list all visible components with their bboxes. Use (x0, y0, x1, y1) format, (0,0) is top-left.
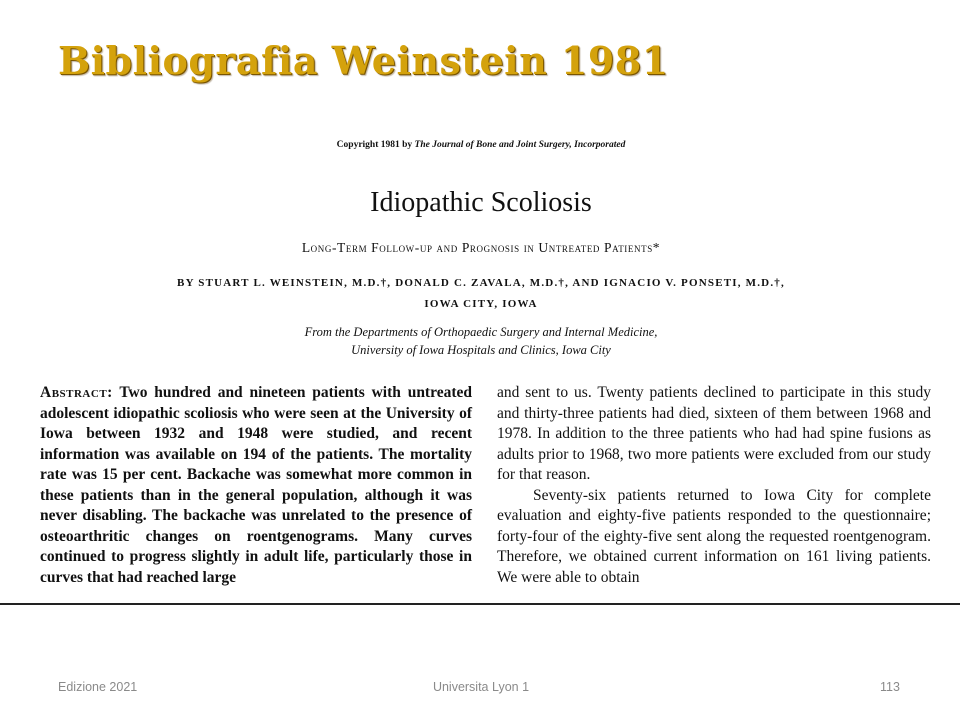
body-column (497, 383, 931, 588)
authors-line-1: BY STUART L. WEINSTEIN, M.D.†, DONALD C. ZAVALA, M.D.†, AND IGNACIO V. PONSETI, M.D.†, (177, 277, 785, 289)
slide-title: Bibliografia Weinstein 1981 (58, 38, 669, 83)
slide-number: 113 (880, 680, 900, 694)
affiliation-line-2: University of Iowa Hospitals and Clinics, Iowa City (351, 343, 611, 357)
crop-divider (0, 603, 960, 605)
abstract-column (40, 383, 472, 588)
article-affiliation (0, 323, 960, 359)
copyright-journal: The Journal of Bone and Joint Surgery, Incorporated (414, 140, 626, 150)
abstract-text: Two hundred and nineteen patients with untreated adolescent idiopathic scoliosis who were seen at the University of Iowa between 1932 and 1948 were studied, and recent information was available on 194 of the patients. The mortality rate was 15 per cent. Backache was somewhat more common in these patients than in the general population, although it was never disabling. The backache was unrelated to the presence of osteoarthritic changes on roentgenograms. Many curves continued to progress slightly in adult life, particularly those in curves that had reached large (40, 384, 472, 586)
copyright-line (0, 140, 960, 150)
copyright-prefix: Copyright 1981 by (336, 140, 415, 150)
authors-line-2: IOWA CITY, IOWA (424, 298, 538, 310)
body-paragraph-1: and sent to us. Twenty patients declined to participate in this study and thirty-three patients had died, sixteen of them between 1968 and 1978. In addition to the three patients who had had spine fusions as adults prior to 1968, two more patients were excluded from our study for that reason. (497, 384, 931, 483)
affiliation-line-1: From the Departments of Orthopaedic Surgery and Internal Medicine, (304, 325, 658, 339)
article-excerpt (0, 125, 960, 605)
article-title: Idiopathic Scoliosis (370, 187, 592, 218)
footer-institution: Universita Lyon 1 (432, 680, 530, 694)
article-subtitle: Long-Term Follow-up and Prognosis in Untreated Patients* (301, 240, 661, 255)
abstract-label: Abstract: (40, 384, 113, 401)
article-authors (0, 273, 960, 315)
body-paragraph-2: Seventy-six patients returned to Iowa City for complete evaluation and eighty-five patients responded to the questionnaire; forty-four of the eighty-five sent along the requested roentgenogram. Therefore, we obtained current information on 161 living patients. We were able to obtain (497, 486, 931, 586)
footer-edition: Edizione 2021 (58, 680, 138, 694)
